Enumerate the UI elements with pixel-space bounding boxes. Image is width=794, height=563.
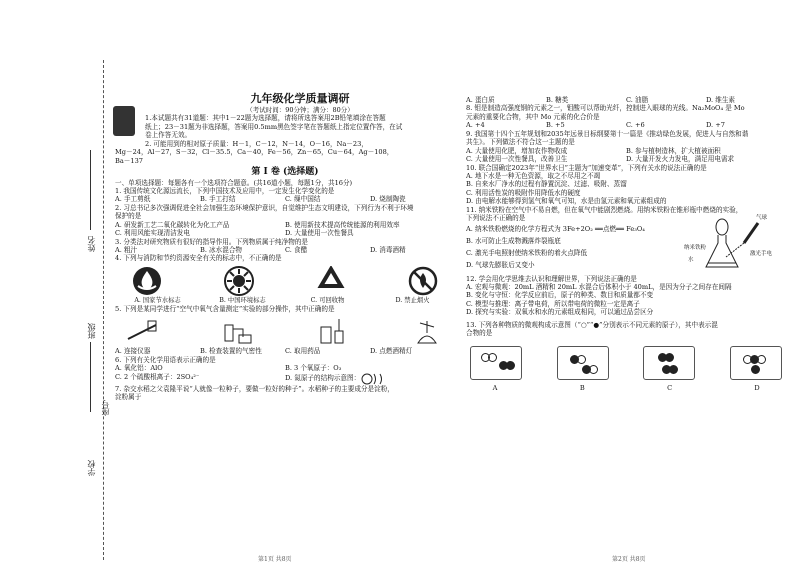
q3-option-b[interactable]: B. 冰水混合物: [200, 246, 243, 255]
q6-option-a[interactable]: A. 氧化铝：AlO: [115, 364, 163, 373]
q10-option-c[interactable]: C. 利用活性炭的吸附作用降低水的硬度: [466, 188, 581, 197]
q12-option-a[interactable]: A. 宏观与微观：20mL 酒精和 20mL 水混合后体积小于 40mL，是因为分子之间存在间隔: [466, 283, 732, 291]
q13-option-b[interactable]: B: [579, 383, 585, 392]
q12-stem: 12. 学会用化学思维去认识和理解世界，下列说法正确的是: [466, 274, 637, 283]
q10-option-b[interactable]: B. 自来水厂净水的过程有静置沉淀、过滤、吸附、蒸馏: [466, 180, 627, 189]
water-saving-icon: [129, 265, 165, 297]
molecule-diagram-a: [470, 346, 522, 380]
q11-option-b[interactable]: B. 水可防止生成物溅落炸裂瓶底: [466, 236, 561, 245]
q1-option-c[interactable]: C. 缫中国结: [285, 195, 321, 204]
q2-option-d[interactable]: D. 大量使用一次性餐具: [285, 229, 354, 238]
q12-option-d[interactable]: D. 探究与实验：双氧水和水的元素组成相同，可以通过品尝区分: [466, 308, 654, 317]
q8-option-a[interactable]: A. +4: [466, 121, 485, 130]
right-column: [466, 96, 786, 562]
q5-option-d[interactable]: D. 点燃酒精灯: [370, 347, 413, 356]
q1-option-a[interactable]: A. 手工剪纸: [115, 195, 151, 204]
q1-stem: 1. 我国传统文化源远流长，下列中国技术及应用中，一定发生化学变化的是: [115, 186, 335, 195]
q8-option-b[interactable]: B. +5: [546, 121, 565, 130]
q3-stem: 3. 分类法对研究物质有很好的指导作用。下列物质属于纯净物的是: [115, 237, 309, 246]
flask-apparatus-icon: [698, 213, 784, 275]
q1-option-d[interactable]: D. 烧制陶瓷: [370, 195, 406, 204]
note-2a: 2. 可能用到的相对原子质量：H－1，C－12，N－14，O－16，Na－23，: [145, 139, 368, 148]
q4-option-b[interactable]: B. 中国环境标志: [219, 296, 266, 304]
take-reagent-icon: [314, 315, 350, 347]
label-balloon: 气球: [756, 214, 768, 221]
label-water: 水: [688, 256, 694, 263]
q9-option-b[interactable]: B. 参与植树造林，扩大植被面积: [626, 146, 721, 155]
q8-stem-b: 元素的重要化合物，其中 Mo 元素的化合价是: [466, 112, 600, 121]
q10-option-d[interactable]: D. 由电解水能够得到氢气和氧气可知，水是由氢元素和氧元素组成的: [466, 197, 667, 206]
q3-option-c[interactable]: C. 食醋: [285, 246, 308, 255]
q6-option-c[interactable]: C. 2 个硫酸根离子：2SO₄²⁻: [115, 372, 200, 381]
exam-title: 九年级化学质量调研: [250, 92, 350, 105]
q4-stem: 4. 下列与消防和节约资源安全有关的标志中，不正确的是: [115, 254, 282, 263]
mascot-image: [113, 106, 135, 136]
q12-option-b[interactable]: B. 变化与守恒：化学反应前后，原子的种类、数目和质量都不变: [466, 291, 654, 300]
q4-option-c[interactable]: C. 可回收物: [310, 296, 345, 304]
note-1b: 纸上；23－31题为非选择题，答案用0.5mm黑色签字笔在答题纸上指定位置作答，在试: [145, 122, 403, 131]
q11-option-a[interactable]: A. 纳米铁粉燃烧的化学方程式为 3Fe+2O₂ ══点燃══ Fe₃O₄: [466, 224, 645, 233]
molecule-diagram-b: [557, 346, 609, 380]
q13-option-a[interactable]: A: [492, 383, 498, 392]
q13-stem-b: 合物的是: [466, 329, 493, 338]
class-label: 班级: [87, 323, 96, 339]
q7-option-c[interactable]: C. 油脂: [626, 96, 649, 104]
q7-stem-a: 7. 杂交水稻之父袁隆平说“人就像一粒种子，要做一粒好的种子”。水稻种子的主要成分是淀粉，: [115, 384, 394, 393]
q6-option-b[interactable]: B. 3 个氧原子：O₃: [285, 364, 342, 373]
check-airtight-icon: [220, 315, 256, 347]
recycle-icon: [313, 265, 349, 297]
note-2b: Mg－24，Al－27，S－32，Cl－35.5，Ca－40，Fe－56，Zn－65，Cu－64，Ag－108，: [115, 148, 394, 157]
q11-stem-b: 下列说法不正确的是: [466, 214, 526, 223]
molecule-diagram-d: [730, 346, 782, 380]
q1-option-b[interactable]: B. 手工打结: [200, 195, 236, 204]
q11-option-c[interactable]: C. 激光手电照射使纳米铁粉的着火点降低: [466, 248, 588, 257]
binding-line: [103, 60, 104, 560]
name-blank: [90, 150, 91, 230]
q10-option-a[interactable]: A. 地下水是一种无色资源，取之不尽用之不竭: [466, 171, 601, 180]
note-1c: 卷上作答无效。: [145, 131, 192, 140]
q1-options: [115, 195, 455, 203]
seat-label: 座号: [101, 400, 110, 416]
note-2c: Ba－137: [115, 156, 143, 165]
q4-option-d[interactable]: D. 禁止烟火: [395, 296, 430, 304]
q10-stem: 10. 联合国确定2023年“世界水日”主题为“加速变革”，下列有关水的说法正确的是: [466, 163, 707, 172]
q4-option-a[interactable]: A. 国家节水标志: [134, 296, 181, 304]
q2-stem-b: 保护的是: [115, 212, 142, 221]
left-column: [115, 92, 455, 562]
q3-option-a[interactable]: A. 粗汁: [115, 246, 138, 255]
q9-stem-b: 共生》。下列做法不符合这一主题的是: [466, 138, 575, 147]
q7-stem-b: 淀粉属于: [115, 393, 142, 402]
q8-stem-a: 8. 钼是制造高强度钢的元素之一，钼酸可以帮助光纤，控制进入眼球的光线。Na₂MoO₄ 是 Mo: [466, 104, 745, 113]
q2-option-a[interactable]: A. 研发新工艺二氧化碳转化为化工产品: [115, 220, 230, 229]
q5-option-a[interactable]: A. 连接仪器: [115, 347, 151, 356]
q5-option-b[interactable]: B. 检查装置的气密性: [200, 347, 262, 356]
q9-stem-a: 9. 我国第十四个五年规划和2035年远景目标纲要第十一篇是《推动绿色发展，促进人与自然和谐: [466, 129, 749, 138]
q6-stem: 6. 下列有关化学用语表示正确的是: [115, 355, 216, 364]
exam-time-score: （考试时间：90分钟；满分：80分）: [246, 106, 354, 115]
q13-stem-a: 13. 下列各种物质的微观构成示意图（“○”“●”分别表示不同元素的原子），其中表示混: [466, 320, 718, 329]
q13-option-d[interactable]: D: [754, 383, 760, 392]
note-1a: 1.本试题共有31道题：其中1－22题为选择题，请将所选答案用2B铅笔填涂在答题: [145, 114, 386, 123]
q6-option-d[interactable]: D. 氮原子的结构示意图：: [285, 374, 361, 383]
q2-stem-a: 2. 习总书记多次强调促进全社会加强生态环境保护意识，自觉维护生态文明建设，下列行为不利于环境: [115, 203, 414, 212]
class-blank: [90, 342, 91, 412]
atom-structure-icon: [360, 373, 390, 385]
q9-option-c[interactable]: C. 大量使用一次性餐具，改善卫生: [466, 155, 568, 164]
label-iron-powder: 纳米铁粉: [684, 244, 707, 251]
q8-option-d[interactable]: D. +7: [706, 121, 725, 130]
q3-option-d[interactable]: D. 消毒酒精: [370, 246, 406, 255]
section-title: 第 Ⅰ 卷 (选择题): [251, 167, 319, 178]
page-footer-right: 第2页 共8页: [612, 556, 646, 563]
q7-option-d[interactable]: D. 维生素: [706, 96, 736, 104]
part1-instructions: 一、单项选择题：每题各有一个选项符合题意。(共16道小题，每题1分，共16分): [115, 178, 353, 187]
q13-option-c[interactable]: C: [667, 383, 673, 392]
no-fire-icon: [405, 265, 441, 297]
q7-option-b[interactable]: B. 糖类: [546, 96, 569, 104]
q2-option-b[interactable]: B. 使用新技术提高传统能源的利用效率: [285, 220, 400, 229]
molecule-diagram-c: [643, 346, 695, 380]
alcohol-lamp-icon: [409, 315, 445, 347]
q5-option-c[interactable]: C. 取用药品: [285, 347, 321, 356]
q12-option-c[interactable]: C. 模型与推理：离子带电荷，所以带电荷的微粒一定是离子: [466, 299, 640, 308]
label-laser: 激光手电: [750, 250, 773, 257]
q11-option-d[interactable]: D. 气球先膨胀后又变小: [466, 260, 535, 269]
name-label: 姓名: [87, 236, 96, 252]
q8-option-c[interactable]: C. +6: [626, 121, 645, 130]
environment-label-icon: [221, 265, 257, 297]
q9-option-a[interactable]: A. 大量使用化肥，增加农作物收成: [466, 146, 568, 155]
page-footer-left: 第1页 共8页: [258, 556, 292, 563]
q5-stem: 5. 下列是某同学进行“空气中氧气含量测定”实验的部分操作，其中正确的是: [115, 304, 335, 313]
connect-apparatus-icon: [125, 315, 161, 347]
q9-option-d[interactable]: D. 大量开发火力发电，满足用电需求: [626, 155, 735, 164]
q2-option-c[interactable]: C. 利用风能实现清洁发电: [115, 229, 190, 238]
q7-option-a[interactable]: A. 蛋白质: [466, 96, 495, 104]
school-label: 学校: [87, 460, 96, 476]
q11-stem-a: 11. 纳米铁粉在空气中不易自燃，但在氧气中能剧烈燃烧。用纳米铁粉在锥形瓶中燃烧的实验，: [466, 205, 743, 214]
